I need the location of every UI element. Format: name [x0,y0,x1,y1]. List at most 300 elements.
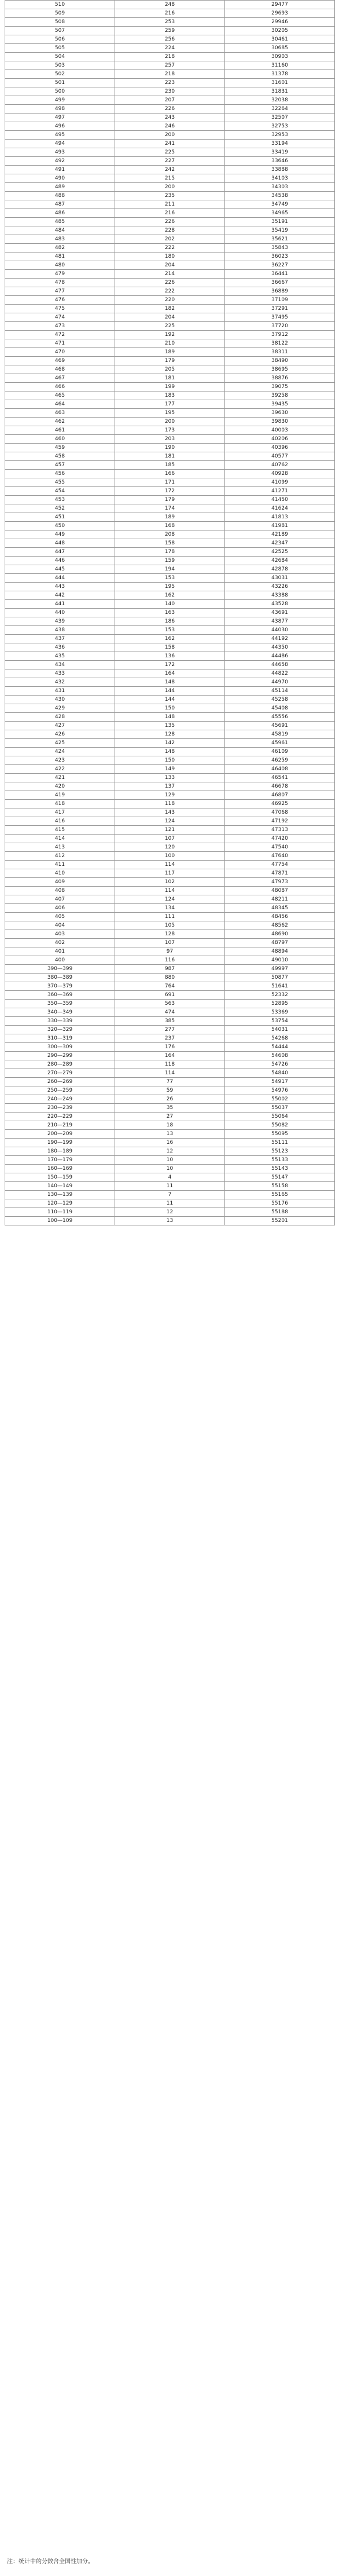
score-cell: 494 [5,140,115,148]
score-cell: 447 [5,548,115,557]
cumulative-cell: 45819 [225,730,335,739]
count-cell: 230 [115,87,225,96]
score-cell: 464 [5,400,115,409]
table-row [5,643,335,652]
cumulative-cell: 29477 [225,1,335,9]
table-row [5,600,335,609]
table-row [5,522,335,530]
score-cell: 469 [5,357,115,365]
score-cell: 458 [5,452,115,461]
table-row [5,530,335,539]
table-row [5,635,335,643]
count-cell: 128 [115,930,225,939]
table-row [5,1199,335,1208]
count-cell: 204 [115,261,225,270]
cumulative-cell: 43388 [225,591,335,600]
score-cell: 487 [5,200,115,209]
cumulative-cell: 40928 [225,470,335,478]
score-cell: 478 [5,279,115,287]
score-cell: 481 [5,253,115,261]
score-cell: 477 [5,287,115,296]
table-row [5,617,335,626]
cumulative-cell: 43528 [225,600,335,609]
cumulative-cell: 30903 [225,53,335,61]
table-row [5,1,335,9]
cumulative-cell: 43226 [225,583,335,591]
count-cell: 203 [115,435,225,444]
count-cell: 214 [115,270,225,279]
count-cell: 10 [115,1165,225,1173]
cumulative-cell: 46678 [225,782,335,791]
score-cell: 453 [5,496,115,504]
count-cell: 225 [115,148,225,157]
score-cell: 432 [5,678,115,687]
table-row [5,869,335,878]
cumulative-cell: 40003 [225,426,335,435]
cumulative-cell: 55111 [225,1139,335,1147]
score-cell: 413 [5,843,115,852]
cumulative-cell: 34538 [225,192,335,200]
score-cell: 499 [5,96,115,105]
table-row [5,1034,335,1043]
table-row [5,887,335,895]
score-cell: 468 [5,365,115,374]
score-cell: 488 [5,192,115,200]
cumulative-cell: 39075 [225,383,335,391]
cumulative-cell: 47871 [225,869,335,878]
count-cell: 563 [115,1000,225,1008]
score-cell: 411 [5,861,115,869]
score-cell: 454 [5,487,115,496]
table-row [5,1095,335,1104]
table-row [5,835,335,843]
table-row [5,70,335,79]
cumulative-cell: 32507 [225,114,335,122]
cumulative-cell: 42525 [225,548,335,557]
cumulative-cell: 48087 [225,887,335,895]
count-cell: 235 [115,192,225,200]
cumulative-cell: 44658 [225,661,335,669]
table-row [5,131,335,140]
score-cell: 455 [5,478,115,487]
count-cell: 7 [115,1191,225,1199]
score-cell: 130—139 [5,1191,115,1199]
score-cell: 320—329 [5,1026,115,1034]
score-cell: 423 [5,756,115,765]
score-cell: 445 [5,565,115,574]
count-cell: 210 [115,339,225,348]
score-cell: 463 [5,409,115,418]
table-row [5,669,335,678]
table-row [5,435,335,444]
score-cell: 433 [5,669,115,678]
table-row [5,1113,335,1121]
table-row [5,791,335,800]
table-row [5,704,335,713]
count-cell: 27 [115,1113,225,1121]
count-cell: 153 [115,626,225,635]
count-cell: 133 [115,774,225,782]
count-cell: 211 [115,200,225,209]
table-row [5,365,335,374]
table-row [5,800,335,808]
count-cell: 172 [115,487,225,496]
score-cell: 160—169 [5,1165,115,1173]
count-cell: 200 [115,183,225,192]
cumulative-cell: 47068 [225,808,335,817]
table-row [5,748,335,756]
count-cell: 180 [115,253,225,261]
count-cell: 177 [115,400,225,409]
count-cell: 880 [115,974,225,982]
score-cell: 416 [5,817,115,826]
table-row [5,296,335,305]
cumulative-cell: 44192 [225,635,335,643]
cumulative-cell: 43877 [225,617,335,626]
cumulative-cell: 44350 [225,643,335,652]
cumulative-cell: 39258 [225,391,335,400]
cumulative-cell: 48797 [225,939,335,947]
score-cell: 350—359 [5,1000,115,1008]
table-row [5,253,335,261]
count-cell: 208 [115,530,225,539]
cumulative-cell: 54840 [225,1069,335,1078]
table-row [5,478,335,487]
cumulative-cell: 55133 [225,1156,335,1165]
score-cell: 439 [5,617,115,626]
table-row [5,426,335,435]
count-cell: 135 [115,722,225,730]
table-row [5,105,335,114]
table-row [5,1086,335,1095]
count-cell: 77 [115,1078,225,1086]
count-cell: 159 [115,557,225,565]
count-cell: 114 [115,861,225,869]
table-row [5,774,335,782]
count-cell: 107 [115,939,225,947]
count-cell: 12 [115,1147,225,1156]
count-cell: 189 [115,348,225,357]
cumulative-cell: 41450 [225,496,335,504]
count-cell: 12 [115,1208,225,1217]
count-cell: 124 [115,817,225,826]
score-cell: 330—339 [5,1017,115,1026]
count-cell: 222 [115,244,225,253]
count-cell: 199 [115,383,225,391]
count-cell: 224 [115,44,225,53]
cumulative-cell: 55201 [225,1217,335,1225]
count-cell: 277 [115,1026,225,1034]
table-row [5,574,335,583]
cumulative-cell: 44486 [225,652,335,661]
cumulative-cell: 37912 [225,331,335,339]
score-cell: 430 [5,696,115,704]
count-cell: 179 [115,357,225,365]
count-cell: 176 [115,1043,225,1052]
count-cell: 128 [115,730,225,739]
table-row [5,183,335,192]
table-row [5,1060,335,1069]
count-cell: 120 [115,843,225,852]
score-cell: 474 [5,313,115,322]
table-row [5,1165,335,1173]
score-cell: 406 [5,904,115,913]
cumulative-cell: 54608 [225,1052,335,1060]
cumulative-cell: 30461 [225,35,335,44]
count-cell: 183 [115,391,225,400]
table-row [5,808,335,817]
count-cell: 26 [115,1095,225,1104]
count-cell: 166 [115,470,225,478]
table-row [5,305,335,313]
score-cell: 110—119 [5,1208,115,1217]
table-row [5,409,335,418]
score-cell: 504 [5,53,115,61]
score-cell: 438 [5,626,115,635]
score-cell: 489 [5,183,115,192]
table-row [5,1139,335,1147]
table-row [5,53,335,61]
table-row [5,678,335,687]
cumulative-cell: 43691 [225,609,335,617]
cumulative-cell: 30685 [225,44,335,53]
cumulative-cell: 55123 [225,1147,335,1156]
table-row [5,44,335,53]
table-row [5,817,335,826]
cumulative-cell: 38695 [225,365,335,374]
count-cell: 137 [115,782,225,791]
count-cell: 116 [115,956,225,965]
cumulative-cell: 31378 [225,70,335,79]
table-row [5,652,335,661]
count-cell: 162 [115,635,225,643]
count-cell: 102 [115,878,225,887]
score-cell: 497 [5,114,115,122]
count-cell: 148 [115,748,225,756]
count-cell: 10 [115,1156,225,1165]
count-cell: 11 [115,1182,225,1191]
cumulative-cell: 46408 [225,765,335,774]
score-cell: 448 [5,539,115,548]
cumulative-cell: 35843 [225,244,335,253]
count-cell: 148 [115,678,225,687]
table-row [5,192,335,200]
score-cell: 403 [5,930,115,939]
cumulative-cell: 45408 [225,704,335,713]
cumulative-cell: 39630 [225,409,335,418]
count-cell: 13 [115,1217,225,1225]
count-cell: 228 [115,226,225,235]
score-cell: 415 [5,826,115,835]
score-cell: 429 [5,704,115,713]
count-cell: 173 [115,426,225,435]
table-row [5,921,335,930]
table-row [5,539,335,548]
score-cell: 483 [5,235,115,244]
cumulative-cell: 40396 [225,444,335,452]
count-cell: 181 [115,374,225,383]
table-row [5,374,335,383]
count-cell: 225 [115,322,225,331]
count-cell: 216 [115,209,225,218]
table-row [5,661,335,669]
count-cell: 168 [115,522,225,530]
score-cell: 410 [5,869,115,878]
table-row [5,1147,335,1156]
table-row [5,487,335,496]
table-row [5,322,335,331]
table-row [5,974,335,982]
table-row [5,609,335,617]
cumulative-cell: 48345 [225,904,335,913]
table-row [5,1217,335,1225]
cumulative-cell: 44030 [225,626,335,635]
cumulative-cell: 45691 [225,722,335,730]
cumulative-cell: 45258 [225,696,335,704]
score-distribution-table [5,0,335,1225]
table-row [5,470,335,478]
table-row [5,861,335,869]
table-row [5,1191,335,1199]
score-cell: 457 [5,461,115,470]
table-row [5,913,335,921]
count-cell: 256 [115,35,225,44]
score-cell: 424 [5,748,115,756]
score-cell: 435 [5,652,115,661]
score-cell: 476 [5,296,115,305]
score-cell: 401 [5,947,115,956]
count-cell: 691 [115,991,225,1000]
cumulative-cell: 40206 [225,435,335,444]
score-cell: 509 [5,9,115,18]
score-cell: 419 [5,791,115,800]
count-cell: 764 [115,982,225,991]
count-cell: 237 [115,1034,225,1043]
count-cell: 223 [115,79,225,87]
score-cell: 427 [5,722,115,730]
score-cell: 467 [5,374,115,383]
score-cell: 120—129 [5,1199,115,1208]
count-cell: 117 [115,869,225,878]
count-cell: 243 [115,114,225,122]
cumulative-cell: 46541 [225,774,335,782]
score-cell: 501 [5,79,115,87]
table-row [5,852,335,861]
table-row [5,96,335,105]
score-cell: 475 [5,305,115,313]
table-row [5,122,335,131]
score-cell: 402 [5,939,115,947]
score-cell: 380—389 [5,974,115,982]
score-cell: 507 [5,27,115,35]
cumulative-cell: 46925 [225,800,335,808]
table-row [5,965,335,974]
cumulative-cell: 29946 [225,18,335,27]
score-cell: 428 [5,713,115,722]
table-row [5,496,335,504]
score-cell: 505 [5,44,115,53]
score-cell: 466 [5,383,115,391]
cumulative-cell: 54976 [225,1086,335,1095]
table-row [5,148,335,157]
score-cell: 426 [5,730,115,739]
score-cell: 418 [5,800,115,808]
table-row [5,730,335,739]
cumulative-cell: 31160 [225,61,335,70]
score-cell: 417 [5,808,115,817]
cumulative-cell: 41981 [225,522,335,530]
count-cell: 136 [115,652,225,661]
score-cell: 405 [5,913,115,921]
count-cell: 182 [115,305,225,313]
table-row [5,157,335,166]
score-cell: 220—229 [5,1113,115,1121]
count-cell: 218 [115,53,225,61]
cumulative-cell: 34303 [225,183,335,192]
count-cell: 172 [115,661,225,669]
table-row [5,331,335,339]
cumulative-cell: 52332 [225,991,335,1000]
cumulative-cell: 33646 [225,157,335,166]
score-cell: 360—369 [5,991,115,1000]
count-cell: 59 [115,1086,225,1095]
table-row [5,782,335,791]
count-cell: 253 [115,18,225,27]
cumulative-cell: 46259 [225,756,335,765]
score-cell: 300—309 [5,1043,115,1052]
table-row [5,713,335,722]
table-row [5,61,335,70]
score-cell: 444 [5,574,115,583]
table-row [5,27,335,35]
count-cell: 204 [115,313,225,322]
cumulative-cell: 48456 [225,913,335,921]
table-row [5,270,335,279]
score-cell: 431 [5,687,115,696]
score-cell: 479 [5,270,115,279]
count-cell: 246 [115,122,225,131]
count-cell: 111 [115,913,225,921]
cumulative-cell: 49997 [225,965,335,974]
cumulative-cell: 47540 [225,843,335,852]
cumulative-cell: 54031 [225,1026,335,1034]
count-cell: 150 [115,704,225,713]
table-row [5,226,335,235]
cumulative-cell: 34103 [225,174,335,183]
score-cell: 420 [5,782,115,791]
count-cell: 163 [115,609,225,617]
cumulative-cell: 46807 [225,791,335,800]
score-cell: 425 [5,739,115,748]
table-row [5,87,335,96]
count-cell: 4 [115,1173,225,1182]
table-row [5,452,335,461]
count-cell: 227 [115,157,225,166]
cumulative-cell: 29693 [225,9,335,18]
score-cell: 452 [5,504,115,513]
cumulative-cell: 47754 [225,861,335,869]
table-row [5,235,335,244]
count-cell: 18 [115,1121,225,1130]
count-cell: 142 [115,739,225,748]
table-row [5,565,335,574]
table-row [5,591,335,600]
score-cell: 409 [5,878,115,887]
count-cell: 385 [115,1017,225,1026]
count-cell: 114 [115,1069,225,1078]
score-cell: 280—289 [5,1060,115,1069]
cumulative-cell: 55165 [225,1191,335,1199]
